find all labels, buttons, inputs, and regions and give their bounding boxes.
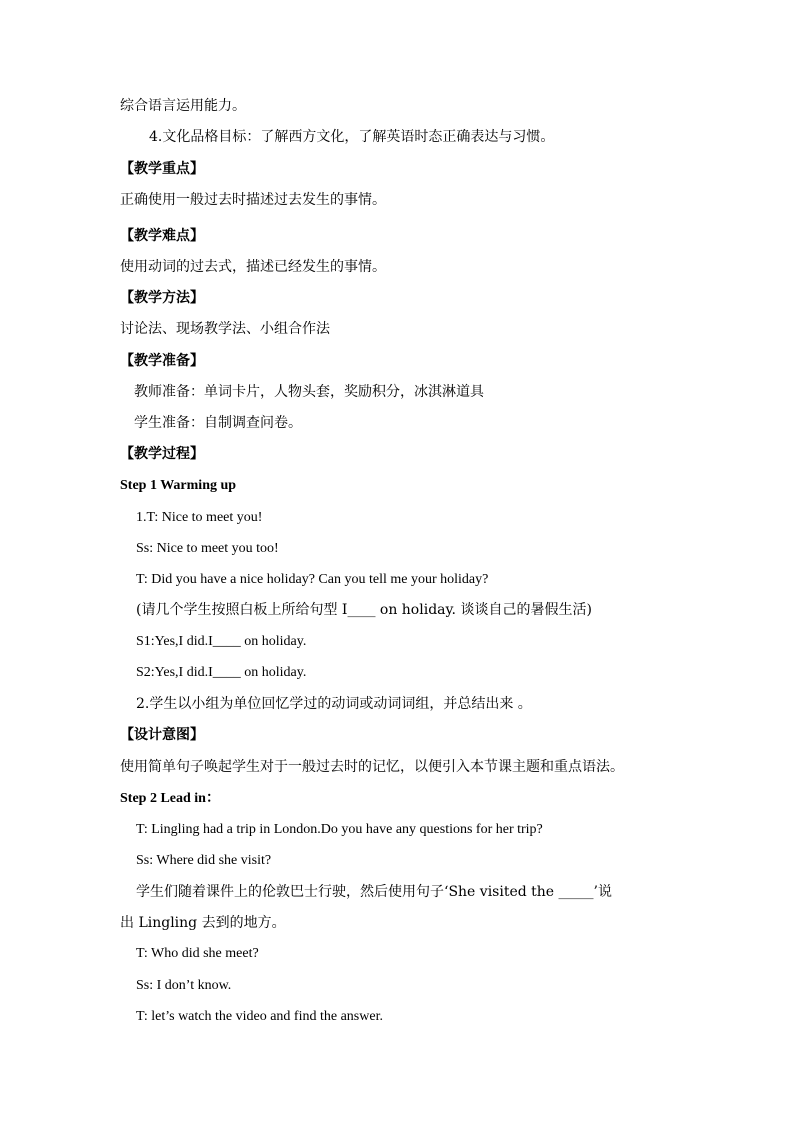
activity-text-continued: 出 Lingling 去到的地方。 xyxy=(120,915,286,931)
heading-process: 【教学过程】 xyxy=(120,446,204,462)
dialogue-line: Ss: Where did she visit? xyxy=(136,853,272,868)
dialogue-line: S2:Yes,I did.I____ on holiday. xyxy=(136,665,307,680)
heading-difficulties: 【教学难点】 xyxy=(120,228,204,244)
heading-key-points: 【教学重点】 xyxy=(120,161,204,177)
methods-text: 讨论法、现场教学法、小组合作法 xyxy=(120,321,330,337)
activity-text: 学生们随着课件上的伦敦巴士行驶，然后使用句子‘She visited the _____’说 xyxy=(136,884,612,900)
heading-preparation: 【教学准备】 xyxy=(120,353,204,369)
culture-objective: 4.文化品格目标：了解西方文化，了解英语时态正确表达与习惯。 xyxy=(149,129,555,145)
activity-text: 2.学生以小组为单位回忆学过的动词或动词词组，并总结出来 。 xyxy=(136,696,532,712)
dialogue-line: T: Lingling had a trip in London.Do you have any questions for her trip? xyxy=(136,822,543,837)
dialogue-line: T: Did you have a nice holiday? Can you tell me your holiday? xyxy=(136,572,489,587)
dialogue-line: 1.T: Nice to meet you! xyxy=(136,510,263,525)
dialogue-line: Ss: Nice to meet you too! xyxy=(136,541,279,556)
dialogue-line: Ss: I don’t know. xyxy=(136,978,232,993)
objective-continuation: 综合语言运用能力。 xyxy=(120,98,246,114)
step-1-title: Step 1 Warming up xyxy=(120,478,237,493)
dialogue-line: T: Who did she meet? xyxy=(136,946,259,961)
heading-methods: 【教学方法】 xyxy=(120,290,204,306)
step-2-title: Step 2 Lead in： xyxy=(120,791,220,806)
instruction-note: (请几个学生按照白板上所给句型 I____ on holiday. 谈谈自己的暑假生活) xyxy=(136,602,592,618)
dialogue-line: T: let’s watch the video and find the answer. xyxy=(136,1009,383,1024)
heading-design-intent: 【设计意图】 xyxy=(120,727,204,743)
key-points-text: 正确使用一般过去时描述过去发生的事情。 xyxy=(120,192,386,208)
teacher-preparation: 教师准备：单词卡片，人物头套，奖励积分，冰淇淋道具 xyxy=(134,384,484,400)
design-intent-text: 使用简单句子唤起学生对于一般过去时的记忆，以便引入本节课主题和重点语法。 xyxy=(120,759,624,775)
difficulties-text: 使用动词的过去式，描述已经发生的事情。 xyxy=(120,259,386,275)
dialogue-line: S1:Yes,I did.I____ on holiday. xyxy=(136,634,307,649)
student-preparation: 学生准备：自制调查问卷。 xyxy=(134,415,302,431)
